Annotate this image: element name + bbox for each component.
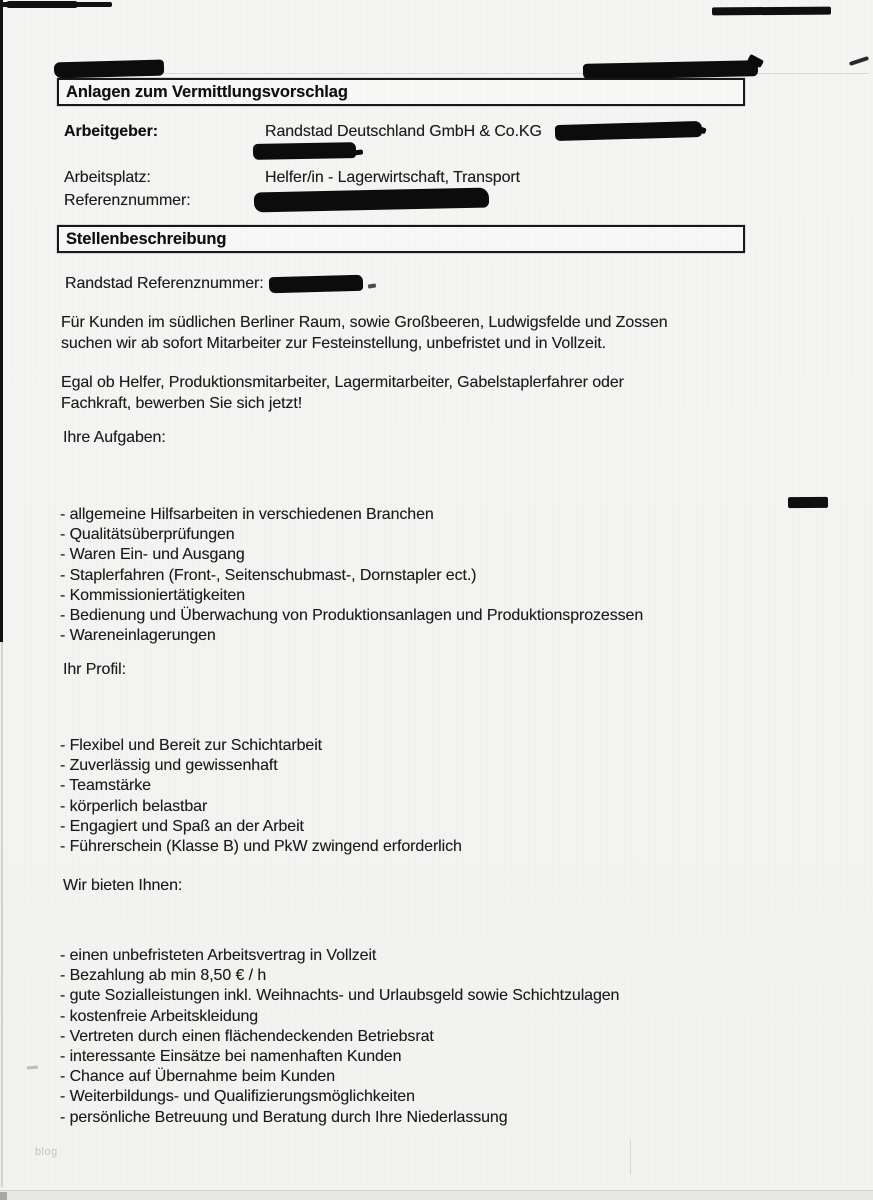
list-item: - Bedienung und Überwachung von Produktionsanlagen und Produktionsprozessen	[60, 607, 644, 625]
list-item: - interessante Einsätze bei namenhaften Kunden	[60, 1048, 402, 1066]
redaction-bar	[254, 188, 489, 213]
attachment-title-box	[57, 78, 745, 106]
scan-tick-mark	[368, 283, 377, 288]
list-item: - Flexibel und Bereit zur Schichtarbeit	[60, 737, 322, 754]
offer-list	[60, 946, 619, 1128]
list-item: - Zuverlässig und gewissenhaft	[60, 757, 278, 775]
randstad-reference-label: Randstad Referenznummer:	[65, 275, 264, 292]
intro-paragraph-line: suchen wir ab sofort Mitarbeiter zur Festeinstellung, unbefristet und in Vollzeit.	[61, 335, 606, 352]
redaction-bar	[269, 275, 363, 293]
section-title: Stellenbeschreibung	[66, 230, 227, 248]
list-item: - Qualitätsüberprüfungen	[60, 526, 235, 544]
list-item: - einen unbefristeten Arbeitsvertrag in Vollzeit	[60, 947, 377, 964]
profile-list	[60, 736, 462, 857]
list-item: - Staplerfahren (Front-, Seitenschubmast-, Dornstapler ect.)	[60, 566, 477, 584]
employer-value: Randstad Deutschland GmbH & Co.KG	[265, 123, 542, 140]
list-item: - Bezahlung ab min 8,50 € / h	[60, 967, 267, 985]
watermark-text: blog	[35, 1146, 58, 1158]
list-item: - Engagiert und Spaß an der Arbeit	[60, 817, 304, 835]
offer-heading: Wir bieten Ihnen:	[63, 877, 183, 894]
list-item: - Waren Ein- und Ausgang	[60, 546, 245, 564]
workplace-value: Helfer/in - Lagerwirtschaft, Transport	[265, 169, 520, 186]
employer-label: Arbeitgeber:	[64, 123, 158, 140]
profile-heading: Ihr Profil:	[63, 661, 126, 678]
scan-bottom-band	[0, 1190, 873, 1200]
list-item: - Wareneinlagerungen	[60, 627, 216, 645]
list-item: - Vertreten durch einen flächendeckenden Betriebsrat	[60, 1027, 434, 1045]
scan-artifact-left-edge-line	[0, 0, 3, 642]
list-item: - Teamstärke	[60, 777, 151, 795]
scan-artifact-top-right-bar	[712, 7, 831, 16]
tasks-heading: Ihre Aufgaben:	[63, 429, 166, 446]
intro-paragraph-line: Für Kunden im südlichen Berliner Raum, sowie Großbeeren, Ludwigsfelde und Zossen	[61, 314, 668, 331]
list-item: - körperlich belastbar	[60, 797, 208, 815]
intro-paragraph-line: Egal ob Helfer, Produktionsmitarbeiter, Lagermitarbeiter, Gabelstaplerfahrer oder	[61, 374, 624, 391]
workplace-label: Arbeitsplatz:	[64, 169, 151, 186]
scan-artifact-left-edge-faint	[1, 642, 3, 1187]
redaction-bar	[253, 142, 356, 160]
list-item: - persönliche Betreuung und Beratung durch Ihre Niederlassung	[60, 1108, 508, 1126]
list-item: - Chance auf Übernahme beim Kunden	[60, 1068, 335, 1086]
section-title-box	[57, 225, 745, 253]
list-item: - Führerschein (Klasse B) und PkW zwingend erforderlich	[60, 838, 462, 856]
scan-faint-vline-bottom	[630, 1140, 631, 1174]
list-item: - allgemeine Hilfsarbeiten in verschiedenen Branchen	[60, 506, 434, 523]
tasks-list	[60, 505, 643, 646]
list-item: - Weiterbildungs- und Qualifizierungsmöglichkeiten	[60, 1088, 415, 1106]
list-item: - Kommissioniertätigkeiten	[60, 586, 246, 604]
list-item: - kostenfreie Arbeitskleidung	[60, 1007, 259, 1025]
reference-label: Referenznummer:	[64, 192, 191, 209]
redaction-bar	[54, 60, 164, 79]
scan-artifact-right-bar	[788, 497, 828, 508]
redaction-bar	[583, 60, 758, 80]
scan-artifact-top-left-blob	[6, 1, 78, 8]
scan-bottom-corner-mark	[0, 1192, 7, 1200]
attachment-title: Anlagen zum Vermittlungsvorschlag	[66, 83, 348, 101]
scan-stray-dash	[27, 1066, 38, 1070]
intro-paragraph-line: Fachkraft, bewerben Sie sich jetzt!	[61, 395, 303, 412]
redaction-bar	[555, 121, 702, 141]
list-item: - gute Sozialleistungen inkl. Weihnachts- und Urlaubsgeld sowie Schichtzulagen	[60, 987, 620, 1005]
scan-tick-mark	[849, 56, 869, 66]
redaction-tail	[352, 149, 363, 155]
